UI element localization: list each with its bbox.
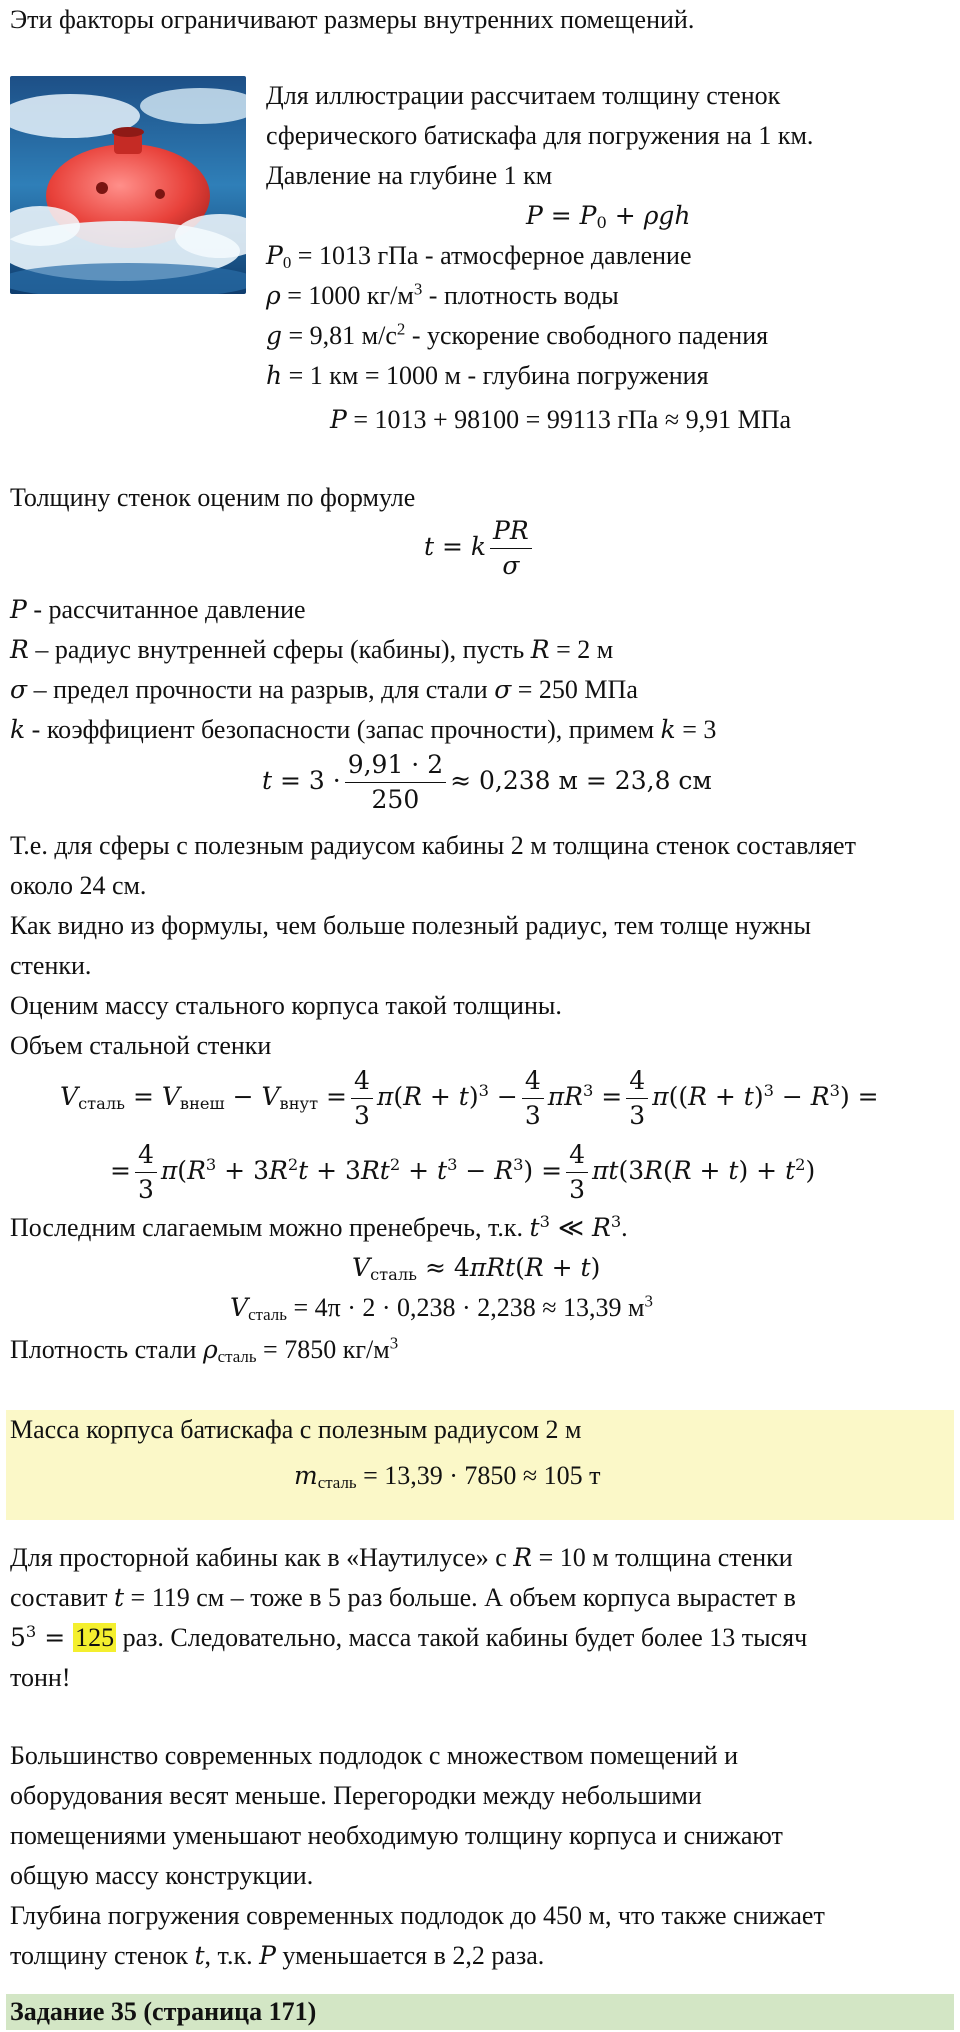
nautilus-line-3: $5^3 = 125$ раз. Следовательно, масса такой кабины будет более 13 тысяч xyxy=(10,1622,808,1652)
modern-line-5: Глубина погружения современных подлодок до 450 м, что также снижает xyxy=(10,1901,825,1930)
conclusion-line-3: Как видно из формулы, чем больше полезный радиус, тем толще нужны xyxy=(10,911,811,940)
thickness-calculation: t = 3 · $\frac{9,91 \cdot 2}{250}$ ≈ 0,238 м = 23,8 см xyxy=(262,750,712,814)
modern-line-2: оборудования весят меньше. Перегородки между небольшими xyxy=(10,1781,702,1810)
steel-density: Плотность стали $\rho_{сталь} = 7850$ $кг/м^3$ xyxy=(10,1333,399,1367)
rho-definition: ρ = 1000 $кг/м^3$ - плотность воды xyxy=(266,279,619,310)
nautilus-line-1: Для просторной кабины как в «Наутилусе» с R = 10 м толщина стенки xyxy=(10,1543,793,1572)
modern-line-3: помещениями уменьшают необходимую толщину корпуса и снижают xyxy=(10,1821,783,1850)
bathyscaphe-photo xyxy=(10,76,246,294)
modern-line-6: толщину стенок t, т.к. P уменьшается в 2,2 раза. xyxy=(10,1941,545,1970)
p-description: P - рассчитанное давление xyxy=(10,595,306,624)
neglect-line: Последним слагаемым можно пренебречь, т.к. $t^3$ ≪ $R^3$. xyxy=(10,1212,628,1242)
r-description: R – радиус внутренней сферы (кабины), пусть R = 2 м xyxy=(10,635,614,664)
illus-line-2: сферического батискафа для погружения на 1 км. xyxy=(266,121,814,150)
highlighted-number: 125 xyxy=(75,1623,115,1652)
pressure-result: P = 1013 + 98100 = 99113 гПа ≈ 9,91 МПа xyxy=(330,405,792,434)
volume-approx: $V_{сталь} \approx 4\pi Rt(R + t)$ xyxy=(352,1253,601,1285)
sigma-description: σ – предел прочности на разрыв, для стали σ = 250 МПа xyxy=(10,675,638,704)
h-definition: h = 1 км = 1000 м - глубина погружения xyxy=(266,361,709,390)
modern-line-1: Большинство современных подлодок с множеством помещений и xyxy=(10,1741,739,1770)
intro-text: Эти факторы ограничивают размеры внутренних помещений. xyxy=(10,5,695,34)
conclusion-line-5: Оценим массу стального корпуса такой толщины. xyxy=(10,991,562,1020)
bathyscaphe-image xyxy=(10,76,246,294)
thickness-heading: Толщину стенок оценим по формуле xyxy=(10,483,416,512)
nautilus-line-2: составит t = 119 см – тоже в 5 раз больше. А объем корпуса вырастет в xyxy=(10,1583,796,1612)
k-description: k - коэффициент безопасности (запас прочности), примем k = 3 xyxy=(10,715,717,744)
volume-formula-line-1: $V_{сталь} = V_{внеш} - V_{внут}$ = $\frac{4}{3}$ $\pi(R + t)^3$ − $\frac{4}{3}$ $\pi R^3$ = $\frac{4}{3}$ $\pi((R + t)^3 - R^3)$ = xyxy=(60,1066,879,1130)
volume-formula-line-2: = $\frac{4}{3}$ $\pi(R^3 + 3R^2t + 3Rt^2 + t^3 - R^3)$ = $\frac{4}{3}$ $\pi t(3R(R + t) + t^2)$ xyxy=(110,1140,816,1204)
p0-definition: $P_0 = 1013$ гПа - атмосферное давление xyxy=(266,241,692,273)
mass-heading: Масса корпуса батискафа с полезным радиусом 2 м xyxy=(10,1415,582,1444)
pressure-formula: $P = P_0 + \rho gh$ xyxy=(526,201,691,233)
conclusion-line-4: стенки. xyxy=(10,951,92,980)
task-title: Задание 35 (страница 171) xyxy=(10,1997,317,2026)
conclusion-line-2: около 24 см. xyxy=(10,871,147,900)
illus-line-3: Давление на глубине 1 км xyxy=(266,161,553,190)
mass-result: $m_{сталь} = 13,39 \cdot 7850 \approx 105$ т xyxy=(294,1461,601,1493)
conclusion-line-1: Т.е. для сферы с полезным радиусом кабины 2 м толщина стенок составляет xyxy=(10,831,856,860)
g-definition: g = 9,81 $м/с^2$ - ускорение свободного падения xyxy=(266,319,769,350)
conclusion-line-6: Объем стальной стенки xyxy=(10,1031,272,1060)
nautilus-line-4: тонн! xyxy=(10,1663,71,1692)
illus-line-1: Для иллюстрации рассчитаем толщину стенок xyxy=(266,81,781,110)
thickness-formula: t = k $\frac{PR}{\sigma}$ xyxy=(424,514,536,583)
modern-line-4: общую массу конструкции. xyxy=(10,1861,314,1890)
volume-result: $V_{сталь} = 4\pi \cdot 2 \cdot 0,238 \cdot 2,238 \approx 13,39$ $м^3$ xyxy=(230,1291,653,1325)
